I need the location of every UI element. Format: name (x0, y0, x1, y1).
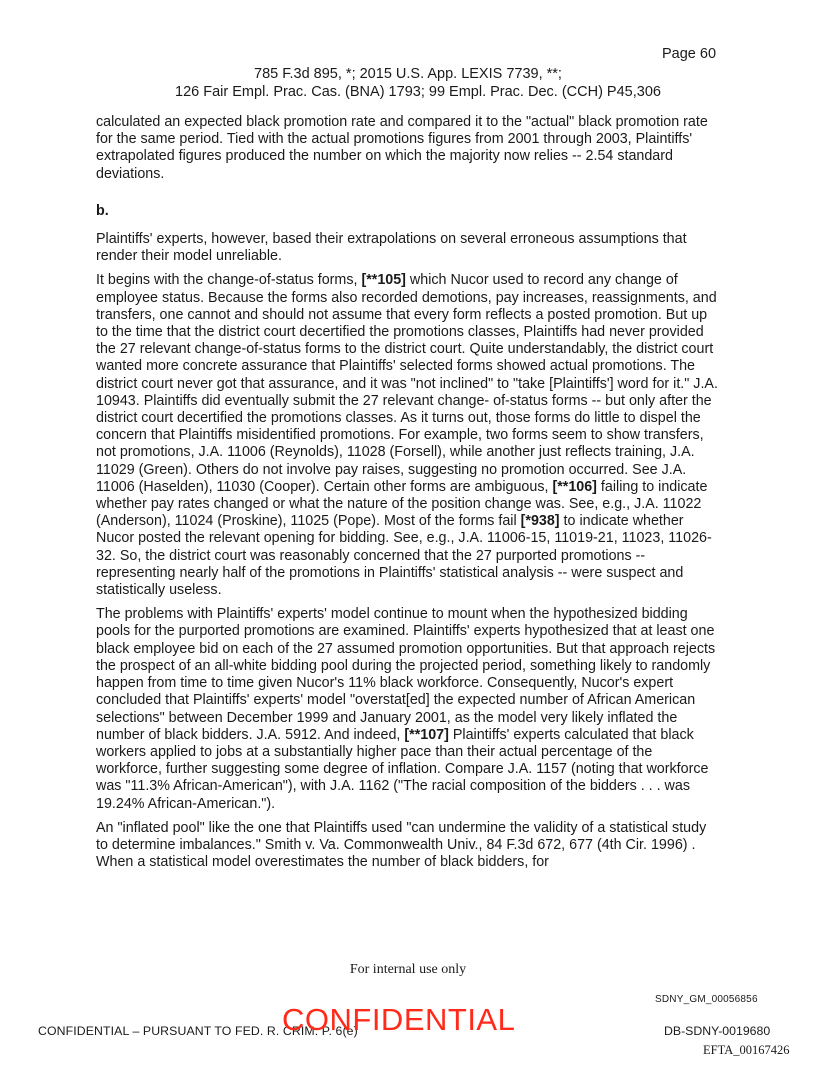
confidential-stamp: CONFIDENTIAL (282, 1002, 516, 1037)
sdny-gm-bates-number: SDNY_GM_00056856 (655, 994, 758, 1005)
page-number: Page 60 (662, 46, 717, 62)
star-page-105: [**105] (361, 272, 406, 289)
db-sdny-bates-number: DB-SDNY-0019680 (664, 1024, 771, 1038)
star-page-938: [*938] (520, 513, 560, 530)
efta-number: EFTA_00167426 (703, 1043, 790, 1057)
paragraph-3-part-b: which Nucor used to record any change of employee status. Because the forms also recorded demotions, pay increases, reassignments, and transfers, one cannot and should not assume that every form reflects a posted promotion. But up to the time that the district court decertified the promotions classes, Plaintiffs had never provided the 27 relevant change-of-status forms to the district court. Quite understandably, the district court wanted more concrete assurance that Plaintiffs' selected forms showed actual promotions. The district court never got that assurance, and it was "not inclined" to "take [Plaintiffs'] word for it." J.A. 10943. Plaintiffs did eventually submit the 27 relevant change- of-status forms -- but only after the district court decertified the promotions classes. As it turns out, those forms do little to dispel the concern that Plaintiffs misidentified promotions. For example, two forms seem to show transfers, not promotions, J.A. 11006 (Reynolds), 11028 (Forsell), while another just reflects training, J.A. 11029 (Green). Others do not involve pay raises, suggesting no promotion occurred. See J.A. 11006 (Haselden), 11030 (Cooper). Certain other forms are ambiguous, (96, 272, 718, 495)
citation-line-2: 126 Fair Empl. Prac. Cas. (BNA) 1793; 99 Empl. Prac. Dec. (CCH) P45,306 (175, 84, 661, 100)
paragraph-3-part-c: failing to indicate whether pay rates changed or what the nature of the position change was. See, e.g., J.A. 11022 (Anderson), 11024 (Proskine), 11025 (Pope). Most of the forms fail (96, 478, 708, 530)
paragraph-3-part-d: to indicate whether Nucor posted the relevant opening for bidding. See, e.g., J.A. 11006-15, 11019-21, 11023, 11026-32. So, the district court was reasonably concerned that the 27 purported promotions -- representing nearly half of the promotions in Plaintiffs' statistical analysis -- were suspect and statistically useless. (96, 513, 712, 599)
citation-line-1: 785 F.3d 895, *; 2015 U.S. App. LEXIS 7739, **; (254, 66, 562, 82)
opinion-body (96, 114, 721, 878)
star-page-107: [**107] (404, 726, 449, 743)
paragraph-1: calculated an expected black promotion rate and compared it to the "actual" black promotion rate for the same period. Tied with the actual promotions figures from 2001 through 2003, Plaintiffs' extrapolated figures produced the number on which the majority now relies -- 2.54 standard deviations. (96, 114, 708, 182)
paragraph-3 (96, 272, 721, 599)
paragraph-4 (96, 606, 721, 812)
confidential-notice: CONFIDENTIAL – PURSUANT TO FED. R. CRIM. P. 6(e) (38, 1024, 358, 1038)
paragraph-4-part-a: The problems with Plaintiffs' experts' model continue to mount when the hypothesized bidding pools for the purported promotions are examined. Plaintiffs' experts hypothesized that at least one black employee bid on each of the 27 assumed promotion opportunities. But that approach rejects the prospect of an all-white bidding pool during the projected period, something likely to randomly happen from time to time given Nucor's 11% black workforce. Consequently, Nucor's expert concluded that Plaintiffs' experts' model "overstat[ed] the expected number of African American selections" between December 1999 and January 2001, as the model very likely inflated the number of black bidders. J.A. 5912. And indeed, (96, 606, 716, 743)
paragraph-4-part-b: Plaintiffs' experts calculated that black workers applied to jobs at a substantially higher pace than their actual percentage of the workforce, further suggesting some degree of inflation. Compare J.A. 1157 (noting that workforce was "11.3% African-American"), with J.A. 1162 ("The racial composition of the bidders . . . was 19.24% African-American."). (96, 726, 709, 812)
paragraph-3-part-a: It begins with the change-of-status forms, (96, 272, 358, 289)
internal-use-notice: For internal use only (349, 962, 467, 977)
section-heading: b. (96, 202, 109, 219)
paragraph-2: Plaintiffs' experts, however, based their extrapolations on several erroneous assumptions that render their model unreliable. (96, 231, 687, 265)
star-page-106: [**106] (552, 478, 597, 495)
paragraph-5: An "inflated pool" like the one that Plaintiffs used "can undermine the validity of a statistical study to determine imbalances." Smith v. Va. Commonwealth Univ., 84 F.3d 672, 677 (4th Cir. 1996) . When a statistical model overestimates the number of black bidders, for (96, 819, 707, 871)
